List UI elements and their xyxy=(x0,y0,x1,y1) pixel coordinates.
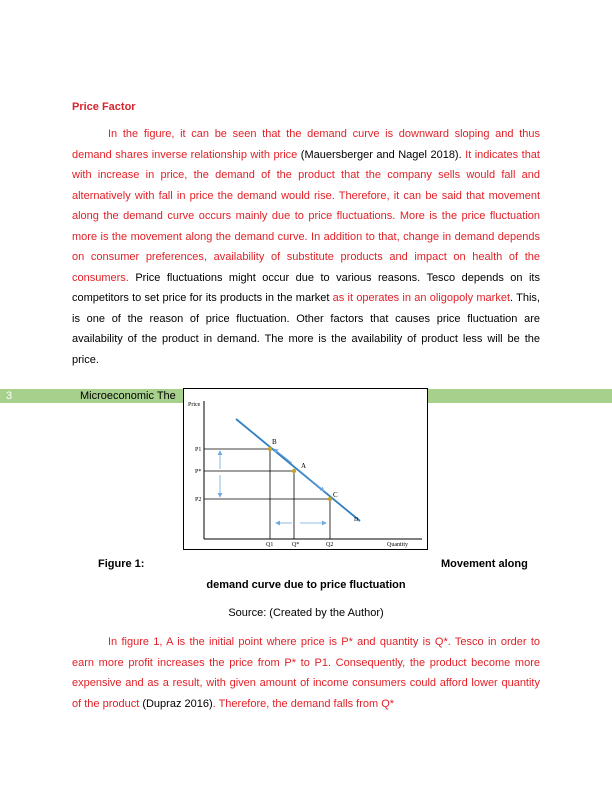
demand-curve-figure xyxy=(183,388,428,550)
tick-p1: P1 xyxy=(195,447,202,453)
figure-caption-line2: demand curve due to price fluctuation xyxy=(206,579,406,591)
figure-source: Source: (Created by the Author) xyxy=(228,607,384,619)
y-axis-label: Price xyxy=(188,402,201,408)
label-a: A xyxy=(301,462,307,470)
page-number: 3 xyxy=(6,390,13,402)
text-run: (Dupraz 2016) xyxy=(142,697,213,710)
text-run: . Therefore, the demand falls from Q* xyxy=(212,697,395,710)
demand-curve-chart xyxy=(184,389,429,551)
tick-q2: Q2 xyxy=(326,542,334,548)
label-c: C xyxy=(333,491,338,499)
running-head: Microeconomic The xyxy=(80,390,176,402)
label-b: B xyxy=(272,438,277,446)
point-b xyxy=(268,447,272,451)
tick-p2: P2 xyxy=(195,497,202,503)
curve-up-arrow xyxy=(274,449,292,463)
tick-qstar: Q* xyxy=(292,542,300,548)
point-c xyxy=(328,497,332,501)
text-run: It indicates that with increase in price, the demand of the product that the company sells would fall and alternatively with fall in price the demand would rise. Therefore, it can be said that movement along the demand curve occurs mainly due to price fluctuations. More is the price fluctuation more is the movement along the demand curve. In addition to that, change in demand depends on consumer preferences, availability of substitute products and impact on health of the consumers. xyxy=(72,148,540,284)
point-a xyxy=(292,469,296,473)
text-run: In figure 1, A is the initial point where price is P* and quantity is Q*. Tesco in order to earn more profit increases the price from P* to P1. Consequently, the product become more expensive and as a result, with given amount of income consumers could afford lower quantity of the product xyxy=(72,636,540,710)
curve-down-arrow xyxy=(298,469,324,491)
figure-caption-label: Figure 1: xyxy=(98,558,145,570)
text-run: In the figure, it can be seen that the demand curve is downward sloping and thus demand shares inverse relationship with price xyxy=(72,128,540,161)
text-run: (Mauersberger and Nagel 2018). xyxy=(300,148,466,161)
text-run: Price fluctuations might occur due to various reasons. Tesco depends on its competitors to set price for its products in the market xyxy=(72,271,540,304)
paragraph-figure-explanation xyxy=(72,632,540,714)
paragraph-price-factor xyxy=(72,124,540,370)
figure-caption-right: Movement along xyxy=(441,558,528,570)
tick-q1: Q1 xyxy=(266,542,274,548)
section-heading: Price Factor xyxy=(72,101,136,113)
x-axis-label: Quantity xyxy=(387,542,408,548)
tick-pstar: P* xyxy=(195,469,202,475)
label-d: D xyxy=(354,517,359,523)
demand-curve xyxy=(236,419,360,521)
text-run: . This, is one of the reason of price fluctuation. Other factors that causes price fluctuation are availability of the product in demand. The more is the availability of product less will be the price. xyxy=(72,292,540,366)
text-run: as it operates in an oligopoly market xyxy=(332,292,511,304)
